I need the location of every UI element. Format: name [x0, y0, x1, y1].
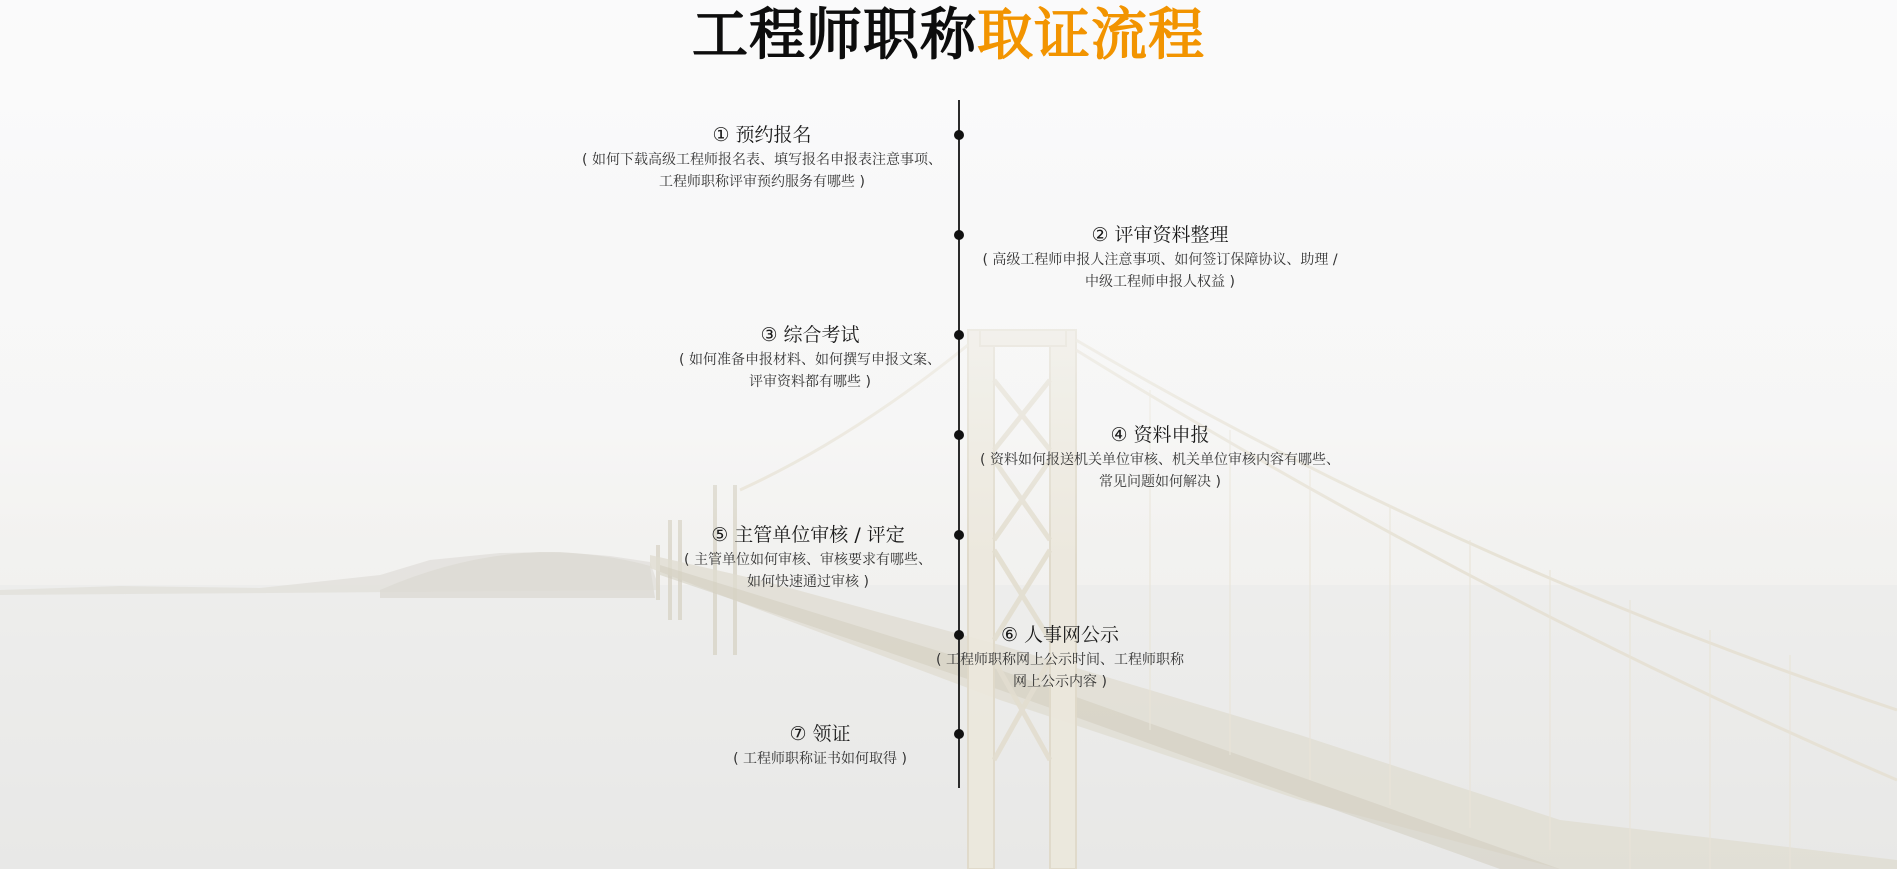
step-description: [598, 549, 1018, 593]
step-description: [610, 748, 1030, 770]
step-desc-line-1: ( 工程师职称证书如何取得 ): [733, 751, 907, 767]
step-4: [950, 422, 1370, 493]
step-description: [552, 149, 972, 193]
step-desc-line-2: 工程师职称评审预约服务有哪些 ): [659, 174, 865, 190]
step-2: [950, 222, 1370, 293]
step-desc-line-1: ( 如何下载高级工程师报名表、填写报名申报表注意事项、: [582, 152, 942, 168]
step-title: ③ 综合考试: [760, 324, 860, 346]
step-description: [850, 649, 1270, 693]
step-desc-line-1: ( 如何准备申报材料、如何撰写申报文案、: [679, 352, 941, 368]
step-title: ② 评审资料整理: [1091, 224, 1229, 246]
step-desc-line-2: 常见问题如何解决 ): [1099, 474, 1221, 490]
step-title: ④ 资料申报: [1110, 424, 1210, 446]
step-desc-line-2: 评审资料都有哪些 ): [749, 374, 871, 390]
step-desc-line-1: ( 资料如何报送机关单位审核、机关单位审核内容有哪些、: [980, 452, 1340, 468]
step-7: [610, 721, 1030, 770]
title-part-2: 取证流程: [977, 3, 1205, 68]
step-description: [950, 449, 1370, 493]
step-desc-line-2: 如何快速通过审核 ): [747, 574, 869, 590]
step-title: ⑥ 人事网公示: [1000, 624, 1120, 646]
step-title: ⑤ 主管单位审核 / 评定: [711, 524, 905, 546]
step-desc-line-1: ( 主管单位如何审核、审核要求有哪些、: [684, 552, 932, 568]
step-desc-line-2: 中级工程师申报人权益 ): [1085, 274, 1235, 290]
title-part-1: 工程师职称: [692, 3, 977, 68]
step-5: [598, 522, 1018, 593]
step-3: [600, 322, 1020, 393]
step-title: ① 预约报名: [712, 124, 812, 146]
step-title: ⑦ 领证: [789, 723, 851, 745]
step-1: [552, 122, 972, 193]
step-description: [600, 349, 1020, 393]
step-desc-line-1: ( 高级工程师申报人注意事项、如何签订保障协议、助理 /: [982, 252, 1338, 268]
step-desc-line-2: 网上公示内容 ): [1013, 674, 1107, 690]
step-description: [950, 249, 1370, 293]
step-desc-line-1: ( 工程师职称网上公示时间、工程师职称: [936, 652, 1184, 668]
page-title: [0, 4, 1897, 68]
step-6: [850, 622, 1270, 693]
